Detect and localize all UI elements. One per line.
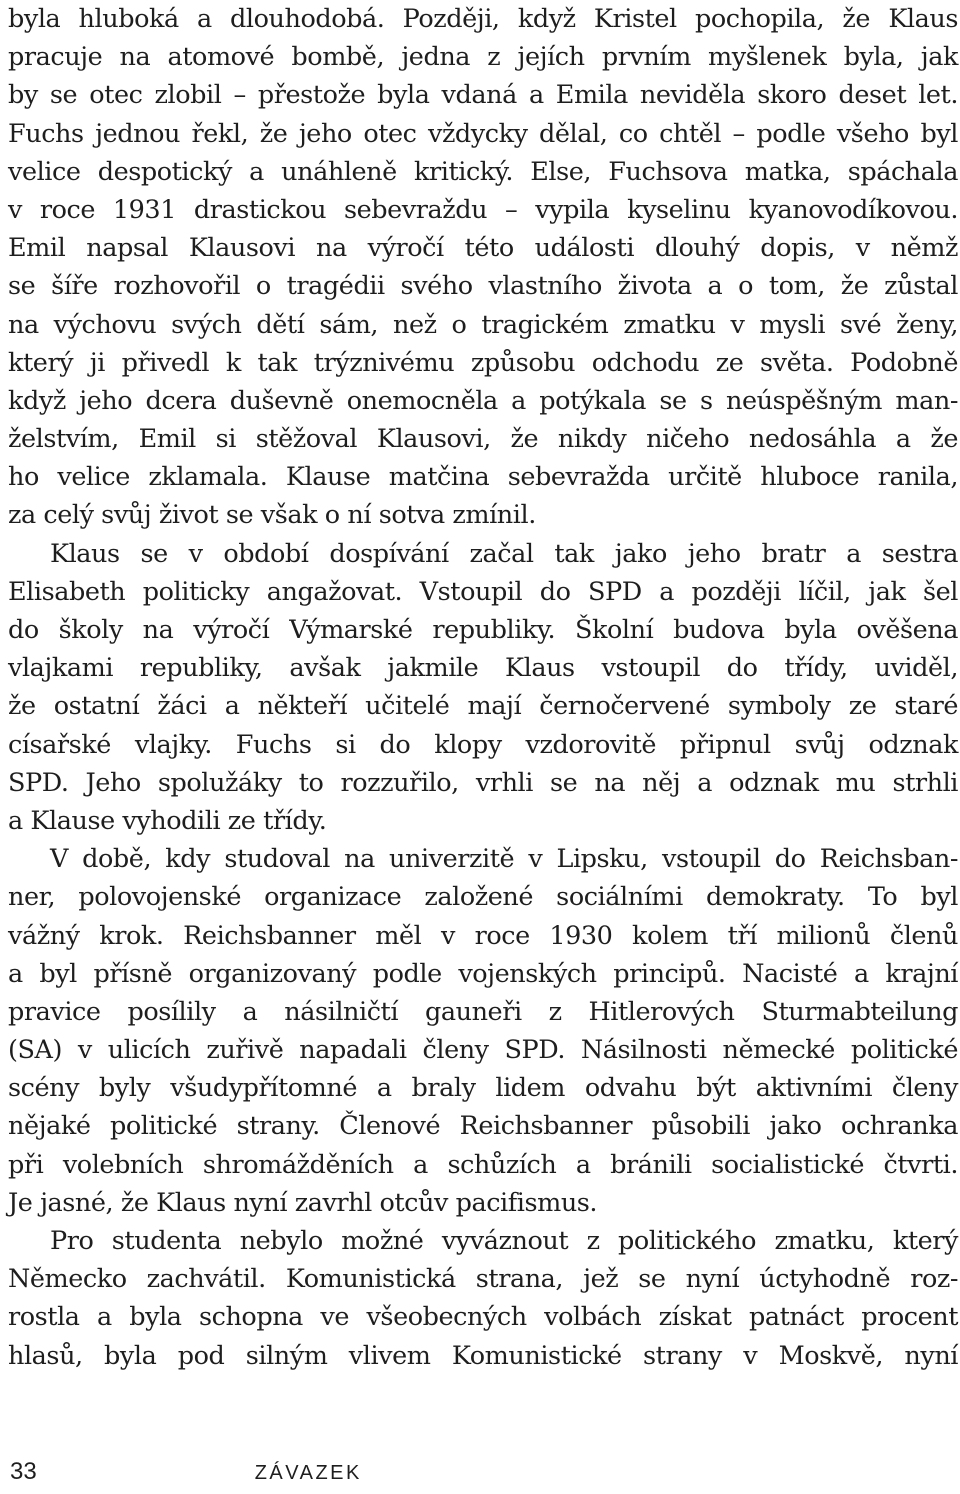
text-line: SPD. Jeho spolužáky to rozzuřilo, vrhli se na něj a odznak mu strhli (8, 767, 958, 798)
text-line: a Klause vyhodili ze třídy. (8, 805, 327, 836)
running-title: ZÁVAZEK (254, 1462, 362, 1484)
text-line: se šíře rozhovořil o tragédii svého vlastního života a o tom, že zůstal (8, 271, 958, 302)
text-line: hlasů, byla pod silným vlivem Komunistické strany v Moskvě, nyní (8, 1340, 958, 1371)
text-line: ho velice zklamala. Klause matčina sebevražda určitě hluboce ranila, (8, 462, 958, 493)
text-line: že ostatní žáci a někteří učitelé mají černočervené symboly ze staré (8, 691, 958, 722)
paragraph-first-line: Klaus se v období dospívání začal tak jako jeho bratr a sestra (50, 538, 958, 569)
text-line: velice despotický a unáhleně kritický. Else, Fuchsova matka, spáchala (8, 156, 958, 187)
text-line: želstvím, Emil si stěžoval Klausovi, že nikdy ničeho nedosáhla a že (8, 424, 958, 455)
paragraph-first-line: Pro studenta nebylo možné vyváznout z politického zmatku, který (50, 1226, 958, 1256)
text-line: za celý svůj život se však o ní sotva zmínil. (8, 500, 536, 531)
text-line: císařské vlajky. Fuchs si do klopy vzdorovitě připnul svůj odznak (8, 729, 958, 760)
text-line: (SA) v ulicích zuřivě napadali členy SPD. Násilnosti německé politické (8, 1035, 958, 1066)
text-line: do školy na výročí Výmarské republiky. Školní budova byla ověšena (8, 615, 958, 645)
text-line: a byl přísně organizovaný podle vojenských principů. Nacisté a krajní (8, 958, 958, 989)
text-line: při volebních shromážděních a schůzích a bránili socialistické čtvrti. (8, 1149, 958, 1180)
text-line: Emil napsal Klausovi na výročí této události dlouhý dopis, v němž (8, 233, 958, 264)
text-line: nějaké politické strany. Členové Reichsbanner působili jako ochranka (8, 1111, 958, 1142)
text-line: rostla a byla schopna ve všeobecných volbách získat patnáct procent (8, 1302, 958, 1333)
text-line: by se otec zlobil – přestože byla vdaná a Emila neviděla skoro deset let. (8, 80, 958, 111)
text-line: ner, polovojenské organizace založené sociálními demokraty. To byl (8, 882, 958, 913)
text-line: byla hluboká a dlouhodobá. Později, když Kristel pochopila, že Klaus (8, 4, 958, 34)
text-line: když jeho dcera duševně onemocněla a potýkala se s neúspěšným man- (8, 385, 958, 416)
text-line: vážný krok. Reichsbanner měl v roce 1930 kolem tří milionů členů (8, 920, 958, 951)
text-line: pracuje na atomové bombě, jedna z jejích prvním myšlenek byla, jak (8, 42, 958, 73)
text-line: který ji přivedl k tak trýznivému způsobu odchodu ze světa. Podobně (8, 347, 958, 378)
text-line: pravice posílily a násilničtí gauneři z Hitlerových Sturmabteilung (8, 996, 958, 1027)
paragraph-first-line: V době, kdy studoval na univerzitě v Lipsku, vstoupil do Reichsban- (50, 844, 958, 875)
text-line: na výchovu svých dětí sám, než o tragickém zmatku v mysli své ženy, (8, 309, 958, 340)
text-line: Je jasné, že Klaus nyní zavrhl otcův pacifismus. (8, 1187, 598, 1218)
text-line: v roce 1931 drastickou sebevraždu – vypila kyselinu kyanovodíkovou. (8, 194, 958, 225)
text-line: scény byly všudypřítomné a braly lidem odvahu být aktivními členy (8, 1073, 958, 1104)
text-line: Fuchs jednou řekl, že jeho otec vždycky dělal, co chtěl – podle všeho byl (8, 118, 958, 149)
text-line: Elisabeth politicky angažovat. Vstoupil do SPD a později líčil, jak šel (8, 576, 958, 607)
text-line: vlajkami republiky, avšak jakmile Klaus vstoupil do třídy, uviděl, (8, 653, 958, 684)
page-number: 33 (10, 1458, 37, 1485)
page-footer (10, 1458, 362, 1494)
body-text (8, 0, 958, 1375)
text-line: Německo zachvátil. Komunistická strana, jež se nyní úctyhodně roz- (8, 1264, 958, 1295)
